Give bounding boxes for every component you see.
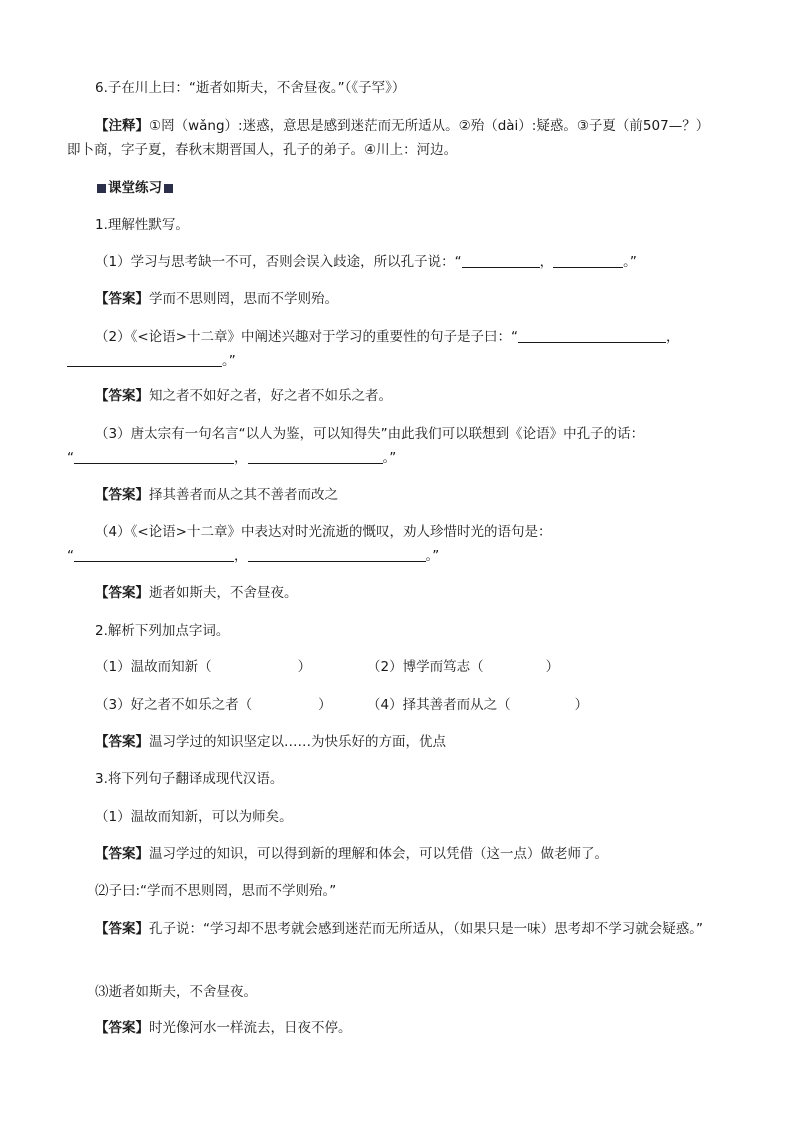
note-line-2: 即卜商，字子夏，春秋末期晋国人，孔子的弟子。④川上：河边。 xyxy=(67,142,458,158)
answer-1-2 xyxy=(95,386,732,406)
answer-text: 孔子说：“学习却不思考就会感到迷茫而无所适从，（如果只是一味）思考却不学习就会疑惑。” xyxy=(149,921,703,937)
exercise-3-q1: （1）温故而知新，可以为师矣。 xyxy=(95,809,293,825)
item-3: （3）好之者不如乐之者（ ） xyxy=(95,697,332,713)
exercise-1-q2-line2: 。” xyxy=(67,351,732,371)
exercise-3-q2: ⑵子曰:“学而不思则罔，思而不学则殆。” xyxy=(95,883,337,899)
exercise-1-q3-line2: “ ， 。” xyxy=(67,450,397,466)
fill-blank[interactable] xyxy=(248,547,426,562)
item-4: （4）择其善者而从之（ ） xyxy=(367,697,589,713)
answer-label: 【答案】 xyxy=(95,487,149,503)
fill-blank[interactable] xyxy=(518,328,666,343)
answer-1-1 xyxy=(95,289,732,309)
answer-2 xyxy=(95,732,732,752)
fill-blank[interactable] xyxy=(553,253,623,268)
square-bullet-icon xyxy=(164,184,173,193)
square-bullet-icon xyxy=(97,184,106,193)
question-6: 6.子在川上曰：“逝者如斯夫，不舍昼夜。”（《子罕》） xyxy=(95,80,406,96)
answer-1-4 xyxy=(95,583,732,603)
answer-label: 【答案】 xyxy=(95,921,149,937)
answer-text: 时光像河水一样流去，日夜不停。 xyxy=(149,1020,352,1036)
answer-text: 温习学过的知识，可以得到新的理解和体会，可以凭借（这一点）做老师了。 xyxy=(149,846,608,862)
answer-text: 知之者不如好之者，好之者不如乐之者。 xyxy=(149,388,392,404)
exercise-1-q3-line1: （3）唐太宗有一句名言“以人为鉴，可以知得失”由此我们可以联想到《论语》中孔子的话： xyxy=(95,426,645,442)
answer-label: 【答案】 xyxy=(95,388,149,404)
item-1: （1）温故而知新（ ） xyxy=(95,659,312,675)
answer-text: 择其善者而从之其不善者而改之 xyxy=(149,487,338,503)
exercise-1-title: 1.理解性默写。 xyxy=(95,217,189,233)
section-title: 课堂练习 xyxy=(108,180,162,196)
exercise-1-q4-line1: （4）《<论语>十二章》中表达对时光流逝的慨叹，劝人珍惜时光的语句是： xyxy=(95,524,552,540)
note-text-1: ①罔（wǎng）:迷惑，意思是感到迷茫而无所适从。②殆（dài）:疑惑。③子夏（前507—？） xyxy=(149,118,710,134)
item-2: （2）博学而笃志（ ） xyxy=(367,659,560,675)
answer-3-1 xyxy=(95,844,732,864)
exercise-3-title: 3.将下列句子翻译成现代汉语。 xyxy=(95,771,284,787)
exercise-1-q2-line1: （2）《<论语>十二章》中阐述兴趣对于学习的重要性的句子是子曰：“ ， xyxy=(95,329,680,345)
answer-label: 【答案】 xyxy=(95,585,149,601)
fill-blank[interactable] xyxy=(74,547,234,562)
answer-3-3 xyxy=(95,1018,732,1038)
exercise-2-title: 2.解析下列加点字词。 xyxy=(95,623,230,639)
answer-label: 【答案】 xyxy=(95,291,149,307)
answer-text: 温习学过的知识坚定以……为快乐好的方面，优点 xyxy=(149,734,446,750)
exercise-1-q4-line2: “ ， 。” xyxy=(67,548,440,564)
exercise-2-row-1 xyxy=(95,657,732,677)
fill-blank[interactable] xyxy=(248,449,383,464)
answer-label: 【答案】 xyxy=(95,846,149,862)
answer-label: 【答案】 xyxy=(95,1020,149,1036)
section-heading xyxy=(95,178,732,198)
note-line-1 xyxy=(95,116,732,136)
exercise-2-row-2 xyxy=(95,695,732,715)
exercise-3-q3: ⑶逝者如斯夫，不舍昼夜。 xyxy=(95,984,257,1000)
answer-text: 学而不思则罔，思而不学则殆。 xyxy=(149,291,338,307)
answer-label: 【答案】 xyxy=(95,734,149,750)
fill-blank[interactable] xyxy=(462,253,540,268)
note-label: 【注释】 xyxy=(95,118,149,134)
answer-3-2 xyxy=(67,918,732,940)
answer-1-3 xyxy=(95,485,732,505)
fill-blank[interactable] xyxy=(67,352,222,367)
fill-blank[interactable] xyxy=(74,449,234,464)
answer-text: 逝者如斯夫，不舍昼夜。 xyxy=(149,585,298,601)
exercise-1-q1: （1）学习与思考缺一不可，否则会误入歧途，所以孔子说：“ ， 。” xyxy=(95,254,637,270)
